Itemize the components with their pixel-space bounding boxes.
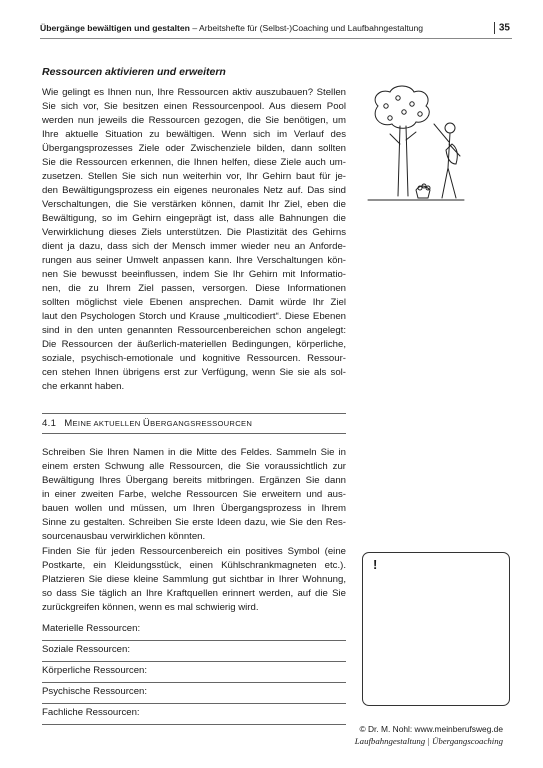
field-psychische-ressourcen[interactable]: Psychische Ressourcen: [42, 685, 346, 704]
subsection-title: 4.1 MEINE AKTUELLEN ÜBERGANGSRESSOURCEN [42, 418, 253, 429]
text-line: Verwirklichung dieses Ziels unterstützen. Die Plastizität des Gehirns [42, 227, 346, 238]
text-line: zusetzen. Stellen Sie sich nun weiterhin vor, Ihr Gehirn baut für je- [42, 171, 346, 182]
tree-person-apples-illustration [360, 84, 470, 214]
text-line: Wie gelingt es Ihnen nun, Ihre Ressourcen aktiv auszubauen? Stellen [42, 87, 346, 98]
footer-series: Laufbahngestaltung | Übergangscoaching [354, 736, 503, 746]
field-koerperliche-ressourcen[interactable]: Körperliche Ressourcen: [42, 664, 346, 683]
section-title: Ressourcen aktivieren und erweitern [42, 66, 226, 78]
field-fachliche-ressourcen[interactable]: Fachliche Ressourcen: [42, 706, 346, 725]
text-line: Schreiben Sie Ihren Namen in die Mitte des Feldes. Sammeln Sie in [42, 447, 346, 458]
text-line: werden nun jeweils die Ressourcen gezogen, die Sie benötigen, um [42, 115, 346, 126]
exclamation-icon: ! [373, 557, 378, 572]
subsection-bottom-rule [42, 433, 346, 434]
footer-copyright: © Dr. M. Nohl: www.meinberufsweg.de [359, 724, 503, 734]
text-line: sollten möglichst viele Ebenen ansprechen. Damit würde Ihr Ziel [42, 297, 346, 308]
subsection-top-rule [42, 413, 346, 414]
text-line: Die Ressourcen der äußerlich-materiellen Bedingungen, körperliche, [42, 339, 346, 350]
text-line: nen, die zu Ihrem Ziel passen, versorgen. Diese Informationen [42, 283, 346, 294]
header-rule [40, 38, 512, 39]
instruction-paragraph-1 [42, 446, 346, 544]
field-soziale-ressourcen[interactable]: Soziale Ressourcen: [42, 643, 346, 662]
text-line: sind in den unten genannten Ressourcenbereichen schon angelegt: [42, 325, 346, 336]
text-line: soziale, psychisch-emotionale und kognitive Ressourcen. Ressour- [42, 353, 346, 364]
text-line: den Bewältigungsprozess ein eigenes neuronales Netz auf. Das sind [42, 185, 346, 196]
text-line: sourcenausbau verwirklichen könnten. [42, 531, 206, 542]
header-title-rest: – Arbeitshefte für (Selbst-)Coaching und Laufbahngestaltung [189, 23, 424, 33]
intro-paragraph [42, 86, 346, 394]
text-line: rungen aus seiner Umwelt anpassen kann. Ihre Verschaltungen kön- [42, 255, 346, 266]
text-line: nen Sie bewusst beeinflussen, indem Sie Ihr Gehirn mit Informatio- [42, 269, 346, 280]
text-line: Verschaltungen, die Sie verstärken können, damit Ihr Ziel, eben die [42, 199, 346, 210]
text-line: cen stehen Ihnen übrigens erst zur Verfügung, wenn Sie sie als sol- [42, 367, 346, 378]
text-line: in einer zweiten Farbe, welche Ressourcen Sie erweitern und aus- [42, 489, 346, 500]
text-line: zurückgreifen können, wenn es mal schwierig wird. [42, 602, 259, 613]
text-line: Platzieren Sie diese kleine Sammlung gut sichtbar in Ihrer Wohnung, [42, 574, 346, 585]
text-line: che erkannt haben. [42, 381, 125, 392]
text-line: Postkarte, ein Kleidungsstück, einen Kühlschrankmagneten etc.). [42, 560, 346, 571]
text-line: Sinne zu gestalten. Schreiben Sie erste Ideen dazu, wie Sie den Res- [42, 517, 346, 528]
text-line: laut den Psychologen Storch und Krause „multicodiert“. Diese Ebenen [42, 311, 346, 322]
text-line: Sie die Ressourcen erkennen, die Ihnen helfen, diese Ziele auch um- [42, 157, 346, 168]
text-line: einem ersten Schwung alle Ressourcen, die Sie voraussichtlich zur [42, 461, 346, 472]
instruction-paragraph-2 [42, 545, 346, 615]
text-line: Bewältigung, so im Gehirn eingeprägt ist, dass alle Bahnungen die [42, 213, 346, 224]
header-title-bold: Übergänge bewältigen und gestalten [40, 23, 190, 33]
page-number: 35 [488, 22, 510, 35]
text-line: dient ja dazu, dass sich der Mensch immer wieder neu an Anforde- [42, 241, 346, 252]
text-line: Finden Sie für jeden Ressourcenbereich ein positives Symbol (eine [42, 546, 346, 557]
field-materielle-ressourcen[interactable]: Materielle Ressourcen: [42, 622, 346, 641]
text-line: Ihre aktuelle Situation zu bewältigen. Wenn sich im Verlauf des [42, 129, 346, 140]
text-line: so dass Sie täglich an Ihre Kraftquellen erinnert werden, auf die Sie [42, 588, 346, 599]
text-line: Sie sich vor, Sie besitzen einen Ressourcenpool. Aus diesem Pool [42, 101, 346, 112]
running-header [40, 22, 510, 34]
note-box[interactable] [362, 552, 510, 706]
text-line: Bewältigung Ihres Übergang bereits mitbringen. Ergänzen Sie dann [42, 475, 346, 486]
text-line: Übergangsprozesses Ziele oder Zwischenziele bilden, dann sollten [42, 143, 346, 154]
text-line: bauen wollen und müssen, um Ihren Übergangsprozess in Ihrem [42, 503, 346, 514]
